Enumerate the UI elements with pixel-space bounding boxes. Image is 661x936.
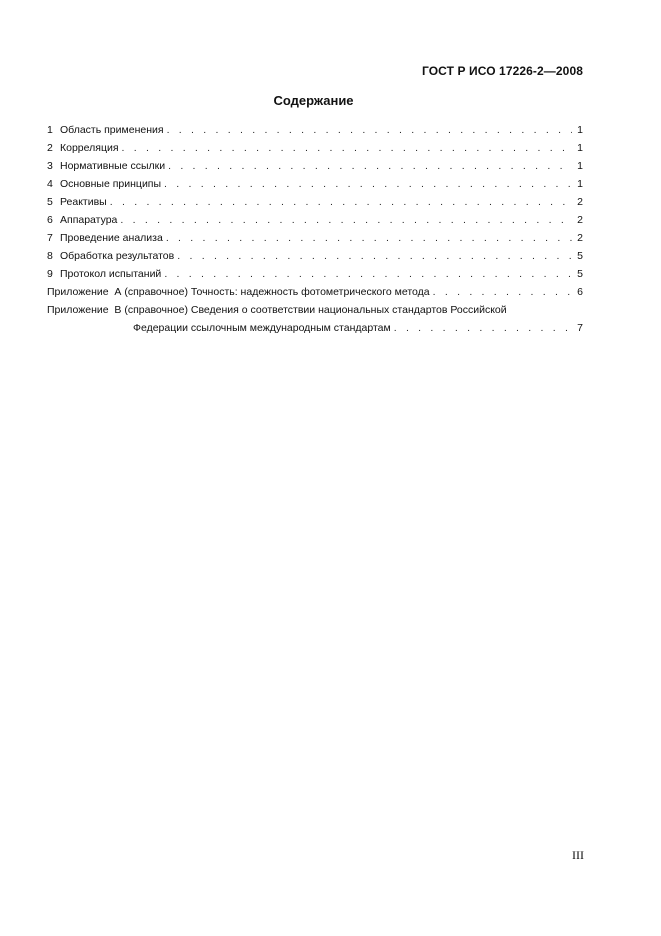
toc-entry-title: Область применения xyxy=(60,124,164,136)
appendix-b-title: Приложение В (справочное) Сведения о соответствии национальных стандартов Российской xyxy=(47,304,507,316)
toc-entry[interactable] xyxy=(47,175,583,193)
leader-dots xyxy=(177,247,572,265)
appendix-b-continuation xyxy=(47,319,583,337)
toc-entry[interactable] xyxy=(47,211,583,229)
toc-entry-title: Проведение анализа xyxy=(60,232,163,244)
toc-entry-number: 6 xyxy=(47,214,53,226)
toc-entry[interactable] xyxy=(47,247,583,265)
toc-entry[interactable] xyxy=(47,121,583,139)
table-of-contents xyxy=(47,121,583,337)
leader-dots xyxy=(164,175,572,193)
toc-entry-page: 5 xyxy=(577,250,583,262)
toc-entry-page: 1 xyxy=(577,160,583,172)
toc-entry[interactable] xyxy=(47,157,583,175)
leader-dots xyxy=(167,121,572,139)
toc-entry-page: 6 xyxy=(577,286,583,298)
appendix-b-first-line xyxy=(47,301,583,319)
toc-entry-number: 3 xyxy=(47,160,53,172)
toc-entry[interactable] xyxy=(47,139,583,157)
toc-entry-page: 1 xyxy=(577,142,583,154)
toc-entry-page: 5 xyxy=(577,268,583,280)
toc-appendix-b[interactable] xyxy=(47,301,583,337)
toc-entry-title: Обработка результатов xyxy=(60,250,175,262)
leader-dots xyxy=(120,211,572,229)
page-number: III xyxy=(572,848,584,862)
toc-entry-title: Нормативные ссылки xyxy=(60,160,166,172)
appendix-a-title: Приложение А (справочное) Точность: надежность фотометрического метода xyxy=(47,286,430,298)
toc-entry-page: 1 xyxy=(577,178,583,190)
leader-dots xyxy=(122,139,572,157)
toc-entry-number: 8 xyxy=(47,250,53,262)
leader-dots xyxy=(433,283,572,301)
toc-entry-number: 9 xyxy=(47,268,53,280)
toc-entry-page: 2 xyxy=(577,196,583,208)
toc-entry-number: 2 xyxy=(47,142,53,154)
toc-entry[interactable] xyxy=(47,229,583,247)
toc-entry-number: 7 xyxy=(47,232,53,244)
leader-dots xyxy=(164,265,572,283)
toc-entry-page: 1 xyxy=(577,124,583,136)
appendix-b-title-continued: Федерации ссылочным международным стандартам xyxy=(133,322,391,334)
leader-dots xyxy=(168,157,572,175)
toc-appendix-a[interactable] xyxy=(47,283,583,301)
toc-entry-title: Корреляция xyxy=(60,142,119,154)
toc-entry[interactable] xyxy=(47,193,583,211)
toc-entry-page: 2 xyxy=(577,214,583,226)
leader-dots xyxy=(394,319,572,337)
toc-entry[interactable] xyxy=(47,265,583,283)
toc-entry-title: Основные принципы xyxy=(60,178,162,190)
toc-entry-page: 2 xyxy=(577,232,583,244)
leader-dots xyxy=(166,229,572,247)
toc-entry-title: Аппаратура xyxy=(60,214,118,226)
toc-entry-title: Реактивы xyxy=(60,196,107,208)
toc-entry-number: 1 xyxy=(47,124,53,136)
leader-dots xyxy=(110,193,572,211)
toc-entry-title: Протокол испытаний xyxy=(60,268,162,280)
toc-entry-number: 4 xyxy=(47,178,53,190)
toc-entry-page: 7 xyxy=(577,322,583,334)
toc-entry-number: 5 xyxy=(47,196,53,208)
doc-code: ГОСТ Р ИСО 17226-2—2008 xyxy=(421,64,583,78)
toc-heading: Содержание xyxy=(273,93,354,108)
